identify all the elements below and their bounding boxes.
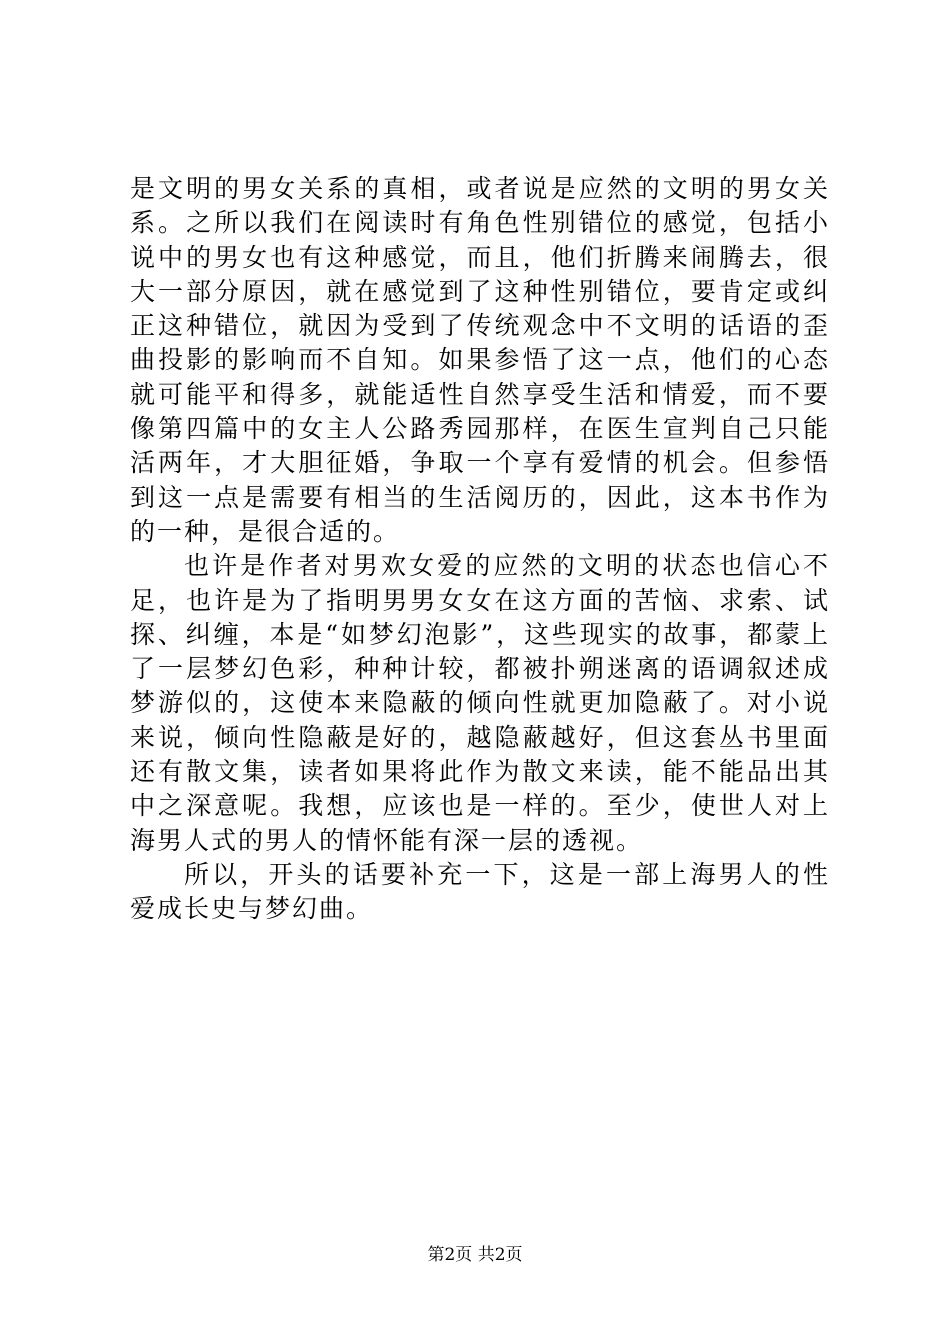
paragraph: 也许是作者对男欢女爱的应然的文明的状态也信心不足，也许是为了指明男男女女在这方面的苦恼、求索、试探、纠缠，本是“如梦幻泡影”，这些现实的故事，都蒙上了一层梦幻色彩，种种计较，都被扑朔迷离的语调叙述成梦游似的，这使本来隐蔽的倾向性就更加隐蔽了。对小说来说，倾向性隐蔽是好的，越隐蔽越好，但这套丛书里面还有散文集，读者如果将此作为散文来读，能不能品出其中之深意呢。我想，应该也是一样的。至少，使世人对上海男人式的男人的情怀能有深一层的透视。 — [130, 551, 830, 855]
page-footer: 第2页 共2页 — [427, 1245, 523, 1265]
paragraph: 所以，开头的话要补充一下，这是一部上海男人的性爱成长史与梦幻曲。 — [130, 859, 830, 924]
document-body — [130, 172, 830, 927]
paragraph-continued: 是文明的男女关系的真相，或者说是应然的文明的男女关系。之所以我们在阅读时有角色性别错位的感觉，包括小说中的男女也有这种感觉，而且，他们折腾来闹腾去，很大一部分原因，就在感觉到了这种性别错位，要肯定或纠正这种错位，就因为受到了传统观念中不文明的话语的歪曲投影的影响而不自知。如果参悟了这一点，他们的心态就可能平和得多，就能适性自然享受生活和情爱，而不要像第四篇中的女主人公路秀园那样，在医生宣判自己只能活两年，才大胆征婚，争取一个享有爱情的机会。但参悟到这一点是需要有相当的生活阅历的，因此，这本书作为的一种，是很合适的。 — [130, 174, 830, 546]
